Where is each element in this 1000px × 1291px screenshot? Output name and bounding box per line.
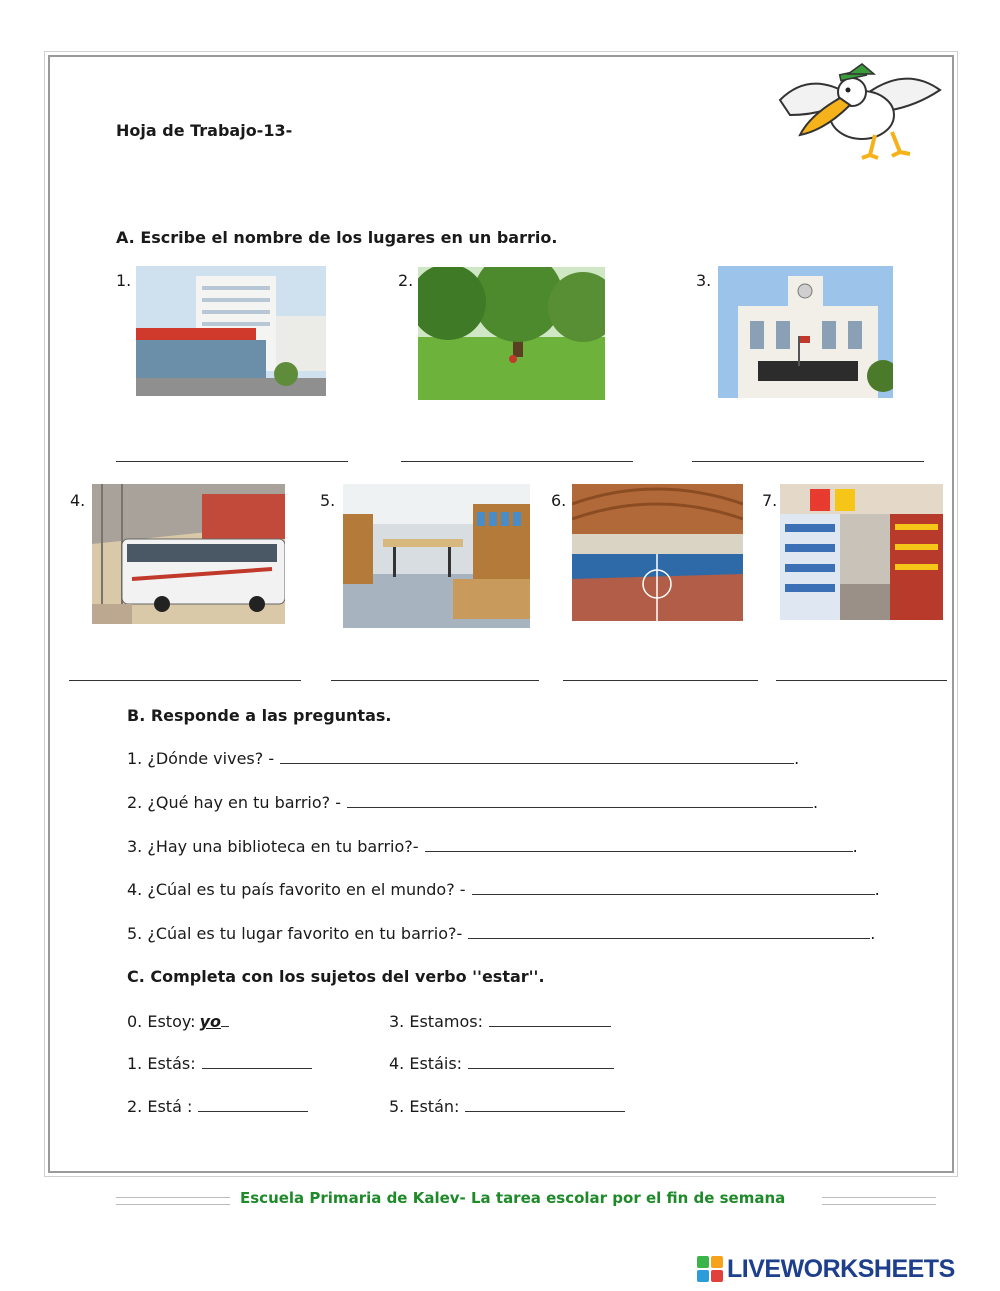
answer-line[interactable] [776, 680, 947, 681]
fill-label: 1. Estás: [127, 1054, 196, 1073]
question-row [127, 924, 875, 943]
answer-line[interactable] [425, 837, 853, 852]
town-hall-image [718, 266, 893, 398]
item-number: 6. [551, 491, 567, 510]
brand-name: LIVEWORKSHEETS [727, 1254, 955, 1283]
fill-label: 2. Está : [127, 1097, 193, 1116]
bus-station-image [92, 484, 285, 624]
answer-line[interactable] [198, 1097, 308, 1112]
brand[interactable] [697, 1253, 955, 1285]
item-number: 5. [320, 491, 336, 510]
footer [0, 1189, 1000, 1213]
question-row [127, 880, 880, 899]
answer-line[interactable] [331, 680, 539, 681]
answer-line[interactable] [692, 461, 924, 462]
footer-text: Escuela Primaria de Kalev- La tarea escolar por el fin de semana [240, 1189, 786, 1207]
worksheet-title: Hoja de Trabajo-13- [116, 121, 293, 140]
question-row [127, 793, 818, 812]
fill-item [389, 1054, 614, 1073]
question-terminator: . [870, 924, 876, 943]
fill-label: 5. Están: [389, 1097, 460, 1116]
supermarket-image [780, 484, 943, 620]
answer-line [221, 1012, 229, 1027]
fill-label: 3. Estamos: [389, 1012, 483, 1031]
question-terminator: . [813, 793, 819, 812]
question-terminator: . [794, 749, 800, 768]
answer-line[interactable] [468, 924, 870, 939]
answer-line[interactable] [465, 1097, 625, 1112]
sports-hall-image [572, 484, 743, 621]
answer-line[interactable] [347, 793, 813, 808]
answer-line[interactable] [472, 880, 875, 895]
library-image [343, 484, 530, 628]
fill-label: 0. Estoy: [127, 1012, 196, 1031]
item-number: 7. [762, 491, 778, 510]
fill-item [389, 1012, 611, 1031]
fill-item [127, 1054, 312, 1073]
section-b-heading: B. Responde a las preguntas. [127, 706, 392, 725]
question-text: 1. ¿Dónde vives? - [127, 749, 275, 768]
pelican-graduate-icon [770, 60, 945, 160]
question-row [127, 837, 858, 856]
section-a-heading: A. Escribe el nombre de los lugares en un barrio. [116, 228, 558, 247]
answer-line[interactable] [202, 1054, 312, 1069]
section-c-heading: C. Completa con los sujetos del verbo ''estar''. [127, 967, 545, 986]
item-number: 4. [70, 491, 86, 510]
question-text: 2. ¿Qué hay en tu barrio? - [127, 793, 341, 812]
fill-item [127, 1012, 229, 1031]
question-row [127, 749, 799, 768]
fill-label: 4. Estáis: [389, 1054, 463, 1073]
liveworksheets-logo-icon [697, 1256, 723, 1282]
question-text: 4. ¿Cúal es tu país favorito en el mundo? - [127, 880, 466, 899]
footer-rule [116, 1197, 230, 1205]
footer-rule [822, 1197, 936, 1205]
hospital-image [136, 266, 326, 396]
question-text: 5. ¿Cúal es tu lugar favorito en tu barrio?- [127, 924, 463, 943]
answer-line[interactable] [489, 1012, 611, 1027]
item-number: 3. [696, 271, 712, 290]
question-terminator: . [852, 837, 858, 856]
answer-line[interactable] [116, 461, 348, 462]
example-answer: yo [199, 1012, 221, 1031]
answer-line[interactable] [468, 1054, 614, 1069]
item-number: 2. [398, 271, 414, 290]
fill-item [389, 1097, 625, 1116]
answer-line[interactable] [69, 680, 301, 681]
answer-line[interactable] [280, 749, 794, 764]
answer-line[interactable] [401, 461, 633, 462]
answer-line[interactable] [563, 680, 758, 681]
item-number: 1. [116, 271, 132, 290]
fill-item [127, 1097, 308, 1116]
question-text: 3. ¿Hay una biblioteca en tu barrio?- [127, 837, 419, 856]
question-terminator: . [874, 880, 880, 899]
park-image [418, 267, 605, 400]
